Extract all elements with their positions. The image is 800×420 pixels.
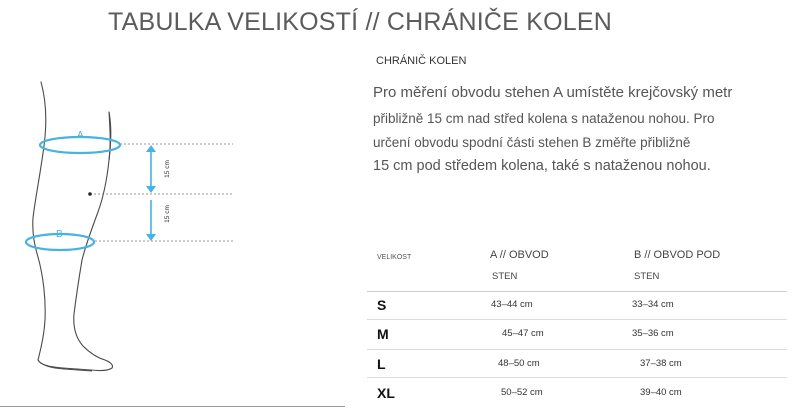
header-b-line-1: B // OBVOD POD [634,249,721,261]
row-b-value: 33–34 cm [632,299,674,310]
row-b-value: 35–36 cm [632,328,674,339]
measure-upper-text: 15 cm [164,160,171,178]
table-row [0,385,800,409]
row-a-value: 45–47 cm [502,328,544,339]
leg-measurement-diagram [0,68,350,403]
table-row [0,326,800,350]
arrow-lower-head-bottom [146,234,156,241]
header-a-line-2: STEN [492,271,518,282]
section-label: CHRÁNIČ KOLEN [376,55,467,67]
page-title: TABULKA VELIKOSTÍ // CHRÁNIČE KOLEN [108,8,612,36]
row-a-value: 43–44 cm [491,299,533,310]
arrow-upper-head-bottom [146,186,156,193]
description-line-4: 15 cm pod středem kolena, také s nataženou nohou. [373,158,711,174]
label-a: A [77,130,84,141]
header-size: VELIKOST [377,254,412,261]
row-b-value: 39–40 cm [640,387,682,398]
arrow-upper-head-top [146,145,156,152]
description-line-1: Pro měření obvodu stehen A umístěte krejčovský metr [373,84,733,101]
header-a-line-1: A // OBVOD [490,249,549,261]
row-size: L [377,356,386,372]
row-size: S [377,297,387,313]
row-a-value: 50–52 cm [501,387,543,398]
header-b-line-2: STEN [634,271,660,282]
description-line-3: určení obvodu spodní části stehen B změřte přibližně [373,135,691,150]
row-divider [367,319,787,320]
knee-center-dot [88,192,92,196]
row-size: XL [377,385,395,401]
row-a-value: 48–50 cm [498,358,540,369]
table-row [0,297,800,321]
row-b-value: 37–38 cm [640,358,682,369]
measure-lower-text: 15 cm [164,205,171,223]
description-line-2: přibližně 15 cm nad střed kolena s nataženou nohou. Pro [373,111,715,126]
row-divider [367,377,787,378]
row-divider [367,349,787,350]
table-header-divider [367,291,787,292]
row-size: M [377,326,389,342]
label-b: B [56,229,63,240]
